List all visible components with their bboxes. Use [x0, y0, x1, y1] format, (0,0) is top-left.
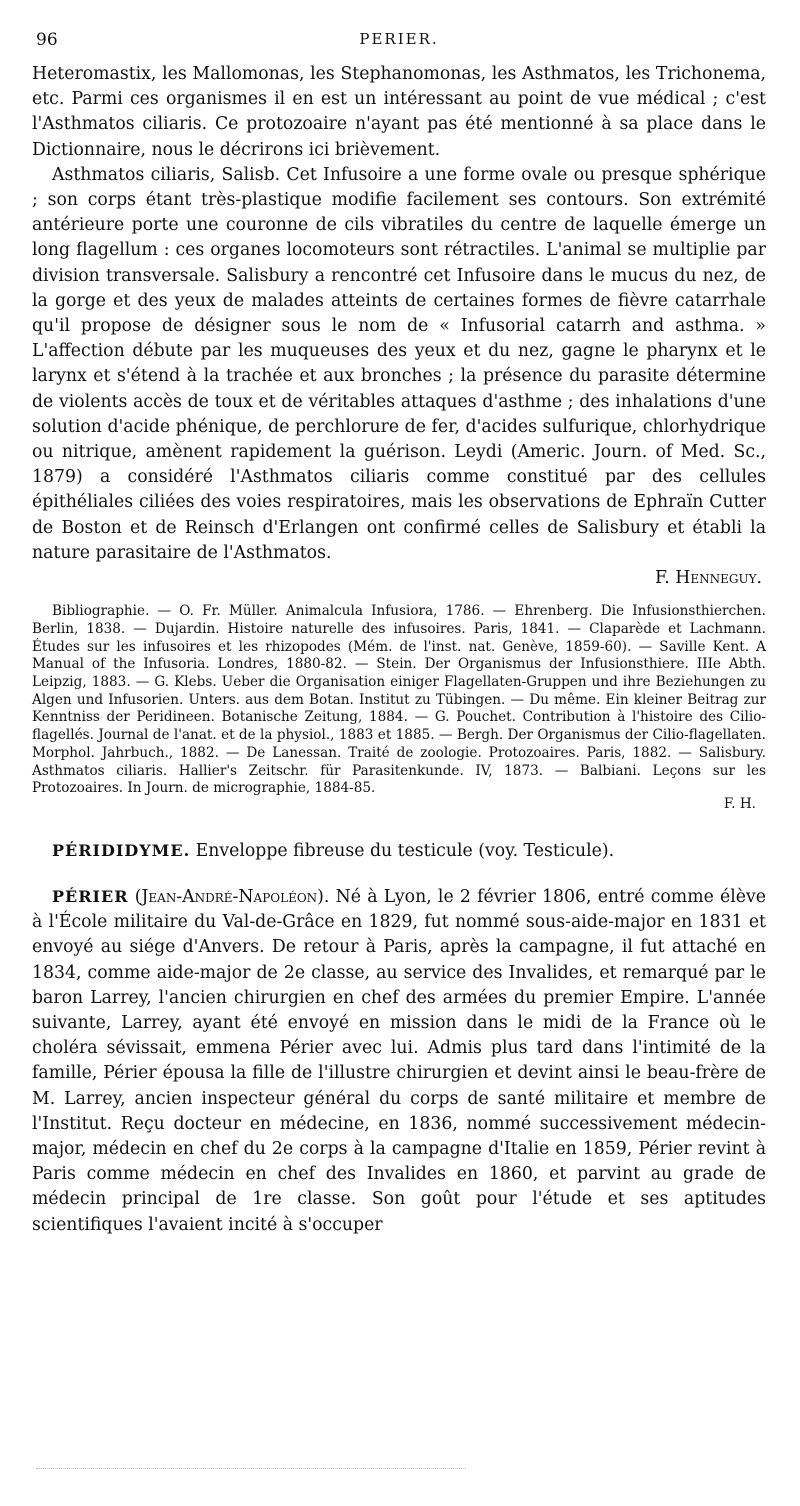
perier-biography: Né à Lyon, le 2 février 1806, entré comme élève à l'École militaire du Val-de-Grâce en 1829, fut nommé sous-aide-major en 1831 et envoyé au siége d'Anvers. De retour à Paris, après la campagne, il fut attaché en 1834, comme aide-major de 2e classe, au service des Invalides, et remarqué par le baron Larrey, l'ancien chirurgien en chef des armées du premier Empire. L'année suivante, Larrey, ayant été envoyé en mission dans le midi de la France où le choléra sévissait, emmena Périer avec lui. Admis plus tard dans l'intimité de la famille, Périer épousa la fille de l'illustre chirurgien et devint ainsi le beau-frère de M. Larrey, ancien inspecteur général du corps de santé militaire et membre de l'Institut. Reçu docteur en médecine, en 1836, nommé successivement médecin-major, médecin en chef du 2e corps à la campagne d'Italie en 1859, Périer revint à Paris comme médecin en chef des Invalides en 1860, et parvint au grade de médecin principal de 1re classe. Son goût pour l'étude et ses aptitudes scientifiques l'avaient incité à s'occuper	[32, 886, 767, 1235]
entry-perier	[32, 884, 766, 1238]
article-asthmatos	[32, 62, 766, 591]
headword-perier: PÉRIER	[52, 886, 129, 906]
running-title: PERIER.	[359, 30, 439, 48]
bibliography-text: Bibliographie. — O. Fr. Müller. Animalcula Infusiora, 1786. — Ehrenberg. Die Infusionsthierchen. Berlin, 1838. — Dujardin. Histoire naturelle des infusoires. Paris, 1841. — Claparède et Lachmann. Études sur les infusoires et les rhizopodes (Mém. de l'inst. nat. Genève, 1859-60). — Saville Kent. A Manual of the Infusoria. Londres, 1880-82. — Stein. Der Organismus der Infusionsthiere. IIIe Abth. Leipzig, 1883. — G. Klebs. Ueber die Organisation einiger Flagellaten-Gruppen und ihre Beziehungen zu Algen und Infusorien. Unters. aus dem Botan. Institut zu Tübingen. — Du même. Ein kleiner Beitrag zur Kenntniss der Peridineen. Botanische Zeitung, 1884. — G. Pouchet. Contribution à l'histoire des Cilio-flagellés. Journal de l'anat. et de la physiol., 1883 et 1885. — Bergh. Der Organismus der Cilio-flagellaten. Morphol. Jahrbuch., 1882. — De Lanessan. Traité de zoologie. Protozoaires. Paris, 1882. — Salisbury. Asthmatos ciliaris. Hallier's Zeitschr. für Parasitenkunde. IV, 1873. — Balbiani. Leçons sur les Protozoaires. In Journ. de micrographie, 1884-85.	[32, 603, 766, 797]
page-number: 96	[36, 30, 58, 50]
headword-perididyme: PÉRIDIDYME.	[52, 840, 191, 860]
paragraph-2: Asthmatos ciliaris, Salisb. Cet Infusoire a une forme ovale ou presque sphérique ; son corps étant très-plastique modifie facilement ses contours. Son extrémité antérieure porte une couronne de cils vibratiles du centre de laquelle émerge un long flagellum : ces organes locomoteurs sont rétractiles. L'animal se multiplie par division transversale. Salisbury a rencontré cet Infusoire dans le mucus du nez, de la gorge et des yeux de malades atteints de certaines formes de fièvre catarrhale qu'il propose de désigner sous le nom de « Infusorial catarrh and asthma. » L'affection débute par les muqueuses des yeux et du nez, gagne le pharynx et le larynx et s'étend à la trachée et aux bronches ; la présence du parasite détermine de violents accès de toux et de véritables attaques d'asthme ; des inhalations d'une solution d'acide phénique, de perchlorure de fer, d'acides sulfurique, chlorhydrique ou nitrique, amènent rapidement la guérison. Leydi (Americ. Journ. of Med. Sc., 1879) a considéré l'Asthmatos ciliaris comme constitué par des cellules épithéliales ciliées des voies respiratoires, mais les observations de Ephraïn Cutter de Boston et de Reinsch d'Erlangen ont confirmé celles de Salisbury et établi la nature parasitaire de l'Asthmatos.	[32, 164, 766, 563]
perier-full-name: (Jean-André-Napoléon).	[134, 886, 330, 907]
page-header	[32, 30, 766, 58]
perididyme-definition: Enveloppe fibreuse du testicule (voy. Testicule).	[195, 840, 615, 861]
author-signature: F. Henneguy.	[655, 568, 762, 589]
page	[32, 30, 766, 1238]
bibliography-signature: F. H.	[723, 796, 756, 812]
entry-perier-paragraph	[32, 884, 766, 1238]
entry-perididyme-paragraph	[32, 838, 766, 864]
faint-bleed-through-line	[36, 1468, 466, 1471]
entry-perididyme	[32, 838, 766, 864]
paragraph-1: Heteromastix, les Mallomonas, les Stephanomonas, les Asthmatos, les Trichonema, etc. Parmi ces organismes il en est un intéressant au point de vue médical ; c'est l'Asthmatos ciliaris. Ce protozoaire n'ayant pas été mentionné à sa place dans le Dictionnaire, nous le décrirons ici brièvement.	[32, 64, 766, 160]
bibliography	[32, 603, 766, 813]
